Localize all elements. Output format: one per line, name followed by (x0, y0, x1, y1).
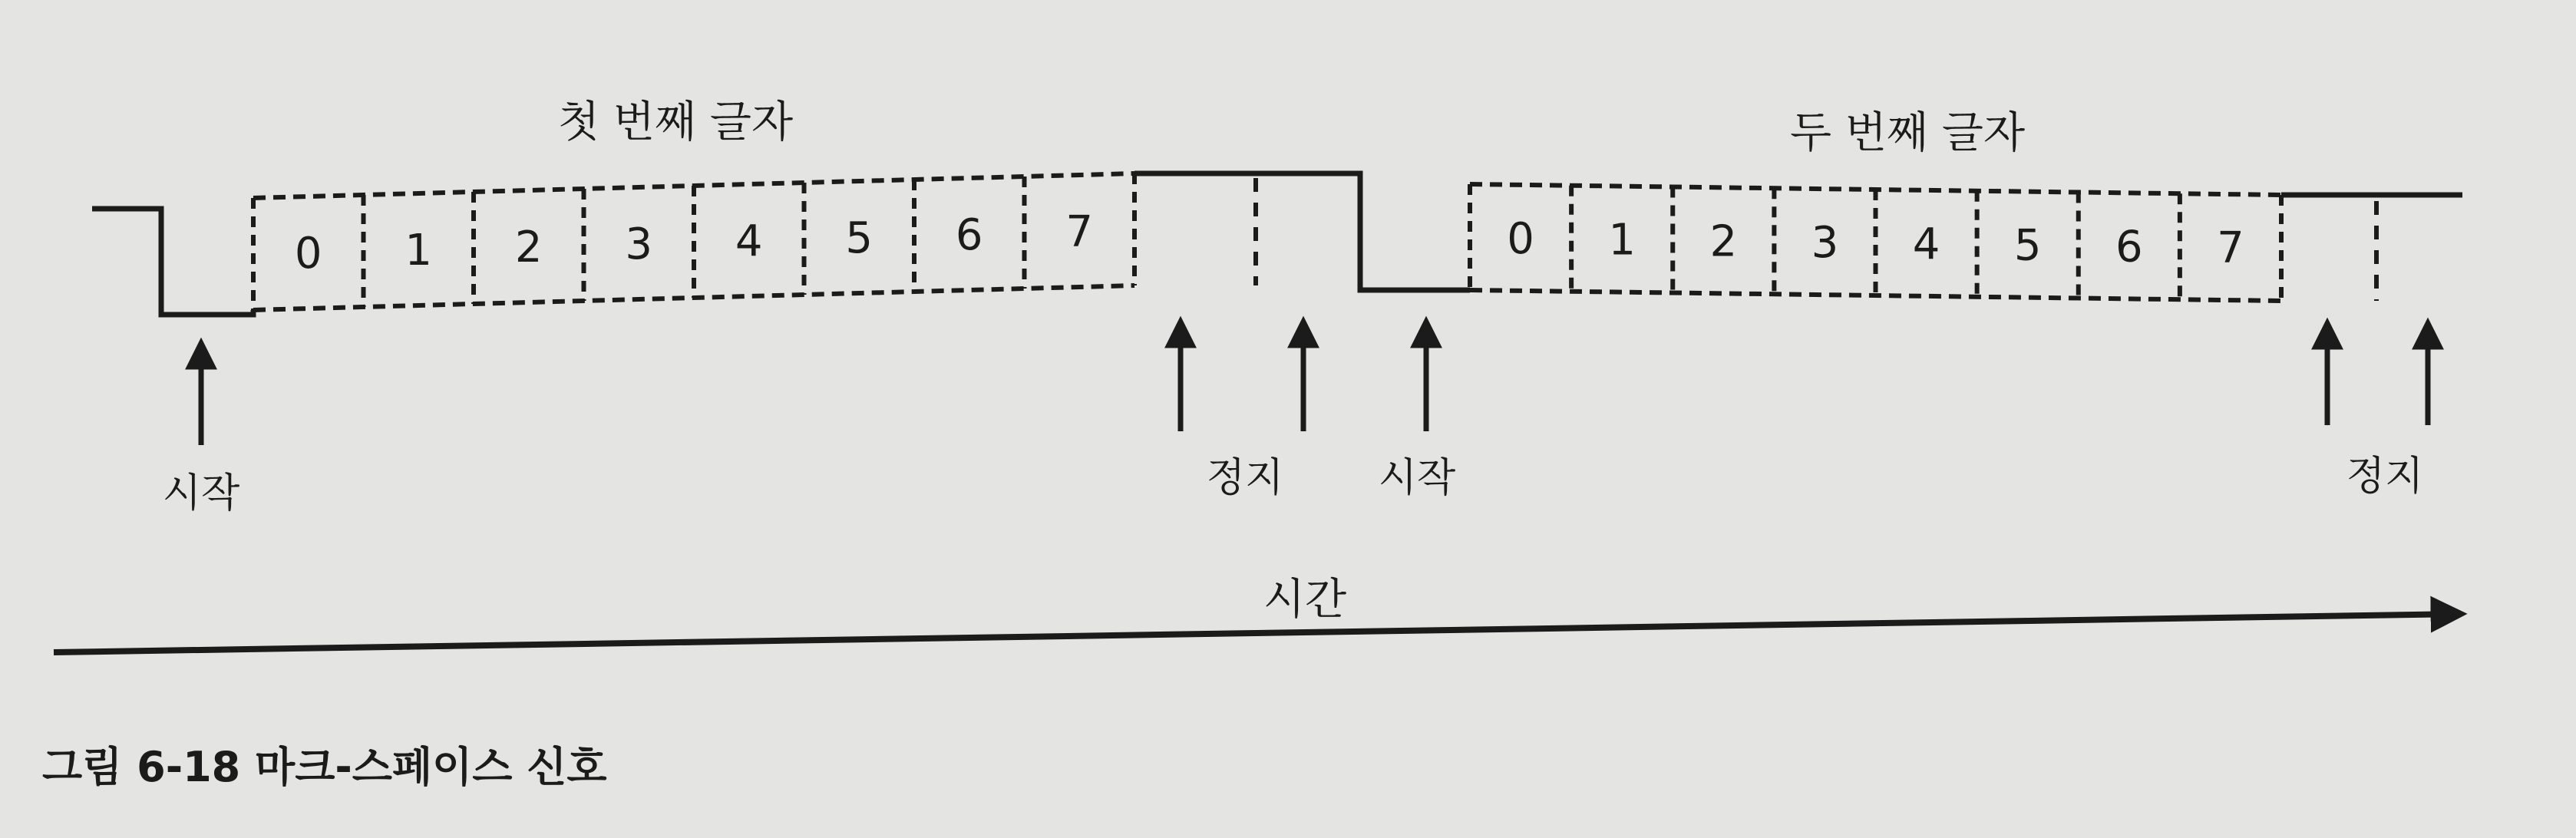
char2-bit-label: 6 (2115, 222, 2143, 272)
char2-bit-label: 4 (1912, 219, 1940, 269)
char2-bit-label: 7 (2217, 223, 2244, 274)
first-character-data-bits (253, 173, 1134, 310)
char2-bit-label: 3 (1811, 218, 1839, 269)
figure-caption: 그림 6-18 마크-스페이스 신호 (42, 743, 607, 791)
char2-bit-label: 5 (2013, 220, 2042, 271)
signal-line-start-1 (92, 209, 253, 315)
char1-bit-label: 1 (405, 226, 433, 275)
char2-bit-label: 2 (1709, 216, 1738, 267)
time-axis-label: 시간 (1263, 575, 1347, 625)
char1-bit-label: 3 (625, 219, 653, 269)
char1-bit-label: 4 (735, 216, 763, 266)
start-label-1: 시작 (162, 470, 240, 516)
char1-bit-label: 0 (294, 229, 322, 279)
stop-label-1: 정지 (1206, 455, 1284, 501)
second-character-data-bits (1470, 184, 2281, 301)
char2-bit-label: 1 (1608, 215, 1636, 266)
char1-bit-label: 7 (1065, 207, 1094, 257)
start-label-2: 시작 (1378, 455, 1456, 501)
char2-bit-label: 0 (1507, 213, 1534, 264)
signal-line-stop-start (1134, 173, 1470, 290)
char1-bit-label: 2 (514, 223, 543, 272)
time-axis-arrow (54, 614, 2460, 652)
stop-label-2: 정지 (2346, 454, 2424, 500)
char1-bit-label: 5 (845, 213, 874, 263)
second-character-label: 두 번째 글자 (1789, 108, 2026, 158)
first-character-label: 첫 번째 글자 (557, 97, 794, 147)
char1-bit-label: 6 (955, 210, 983, 260)
